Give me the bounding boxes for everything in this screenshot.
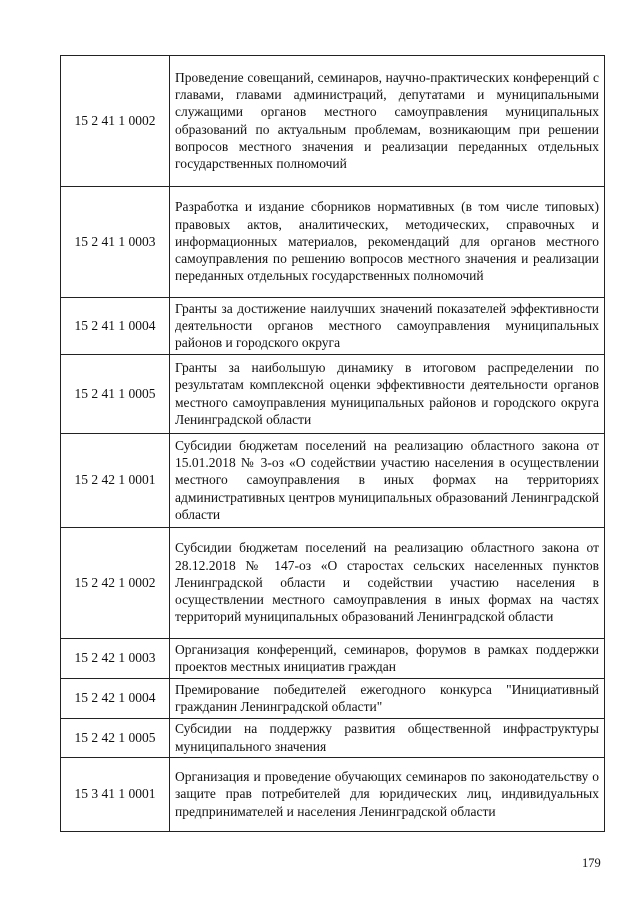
row-code: 15 2 42 1 0003 (61, 639, 170, 679)
row-description: Проведение совещаний, семинаров, научно-практических конференций с главами, главами администраций, депутатами и муниципальными служащими органов местного самоуправления муниципальных образований по актуальным проблемам, возникающим при решении вопросов местного значения и реализации переданных отдельных государственных полномочий (170, 56, 605, 187)
table-row (61, 298, 605, 355)
row-code: 15 2 42 1 0004 (61, 679, 170, 719)
table-row (61, 719, 605, 758)
row-description: Премирование победителей ежегодного конкурса "Инициативный гражданин Ленинградской области" (170, 679, 605, 719)
row-code: 15 2 42 1 0001 (61, 434, 170, 528)
table-row (61, 355, 605, 434)
row-code: 15 2 42 1 0002 (61, 528, 170, 639)
table-row (61, 758, 605, 832)
row-code: 15 2 41 1 0004 (61, 298, 170, 355)
table-row (61, 56, 605, 187)
table-row (61, 679, 605, 719)
table-row (61, 187, 605, 298)
row-description: Субсидии на поддержку развития общественной инфраструктуры муниципального значения (170, 719, 605, 758)
row-description: Субсидии бюджетам поселений на реализацию областного закона от 28.12.2018 № 147-оз «О старостах сельских населенных пунктов Ленинградской области и содействии участию населения в осуществлении местного самоуправления в иных формах на частях территорий муниципальных образований Ленинградской области (170, 528, 605, 639)
row-description: Гранты за наибольшую динамику в итоговом распределении по результатам комплексной оценки эффективности деятельности органов местного самоуправления муниципальных районов и городского округа Ленинградской области (170, 355, 605, 434)
row-code: 15 2 41 1 0002 (61, 56, 170, 187)
row-code: 15 2 41 1 0005 (61, 355, 170, 434)
row-description: Разработка и издание сборников нормативных (в том числе типовых) правовых актов, аналитических, методических, справочных и информационных материалов, рекомендаций для органов местного самоуправления по решению вопросов местного значения и реализации переданных отдельных государственных полномочий (170, 187, 605, 298)
row-description: Субсидии бюджетам поселений на реализацию областного закона от 15.01.2018 № 3-оз «О содействии участию населения в осуществлении местного самоуправления в иных формах на территориях административных центров муниципальных образований Ленинградской области (170, 434, 605, 528)
table-row (61, 639, 605, 679)
row-code: 15 3 41 1 0001 (61, 758, 170, 832)
row-description: Организация конференций, семинаров, форумов в рамках поддержки проектов местных инициатив граждан (170, 639, 605, 679)
row-code: 15 2 41 1 0003 (61, 187, 170, 298)
row-description: Гранты за достижение наилучших значений показателей эффективности деятельности органов местного самоуправления муниципальных районов и городского округа (170, 298, 605, 355)
row-description: Организация и проведение обучающих семинаров по законодательству о защите прав потребителей для юридических лиц, индивидуальных предпринимателей и населения Ленинградской области (170, 758, 605, 832)
table-row (61, 434, 605, 528)
table-row (61, 528, 605, 639)
row-code: 15 2 42 1 0005 (61, 719, 170, 758)
page-number: 179 (582, 856, 601, 870)
budget-classification-table (60, 55, 605, 832)
